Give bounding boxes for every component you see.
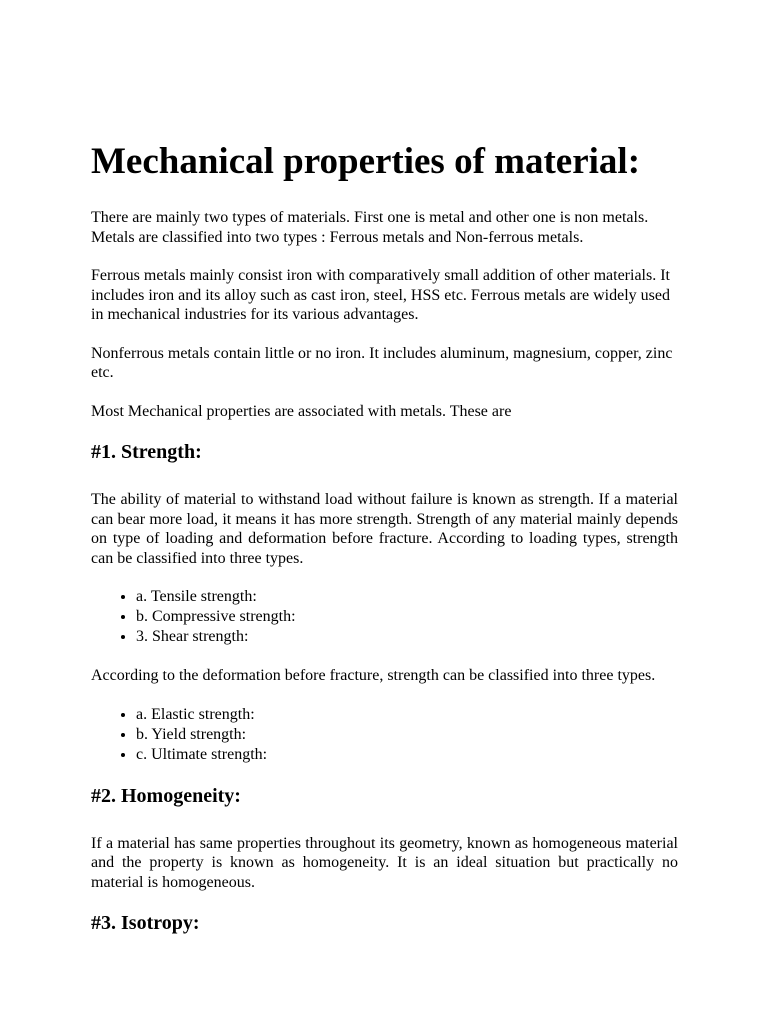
intro-paragraph-3: Nonferrous metals contain little or no iron. It includes aluminum, magnesium, copper, zinc etc. (91, 344, 673, 382)
intro-paragraph-4: Most Mechanical properties are associated with metals. These are (91, 402, 512, 420)
strength-paragraph-1: The ability of material to withstand load without failure is known as strength. If a material can bear more load, it means it has more strength. Strength of any material mainly depends on type of loading and deformation before fracture. According to loading types, strength can be classified into three types. (91, 491, 678, 567)
section-heading-isotropy: #3. Isotropy: (91, 912, 200, 935)
section-heading-homogeneity: #2. Homogeneity: (91, 784, 241, 807)
page-title: Mechanical properties of material: (91, 141, 641, 182)
list-item: • c. Ultimate strength: (136, 745, 678, 765)
list-item: • a. Elastic strength: (136, 705, 678, 725)
list-item: • b. Yield strength: (136, 725, 678, 745)
list-item: • a. Tensile strength: (136, 587, 678, 607)
strength-paragraph-2: According to the deformation before fracture, strength can be classified into three types. (91, 667, 656, 685)
strength-loading-types-list (91, 587, 678, 647)
intro-paragraph-1: There are mainly two types of materials. First one is metal and other one is non metals. Metals are classified into two types : Ferrous metals and Non-ferrous metals. (91, 209, 649, 246)
intro-paragraph-2: Ferrous metals mainly consist iron with comparatively small addition of other materials. It includes iron and its alloy such as cast iron, steel, HSS etc. Ferrous metals are widely used in mechanical industries for its various advantages. (91, 267, 670, 324)
strength-deformation-types-list (91, 705, 678, 765)
list-item: • 3. Shear strength: (136, 627, 678, 647)
homogeneity-paragraph: If a material has same properties throughout its geometry, known as homogeneous material and the property is known as homogeneity. It is an ideal situation but practically no material is homogeneous. (91, 834, 678, 891)
list-item: • b. Compressive strength: (136, 607, 678, 627)
section-heading-strength: #1. Strength: (91, 441, 202, 464)
